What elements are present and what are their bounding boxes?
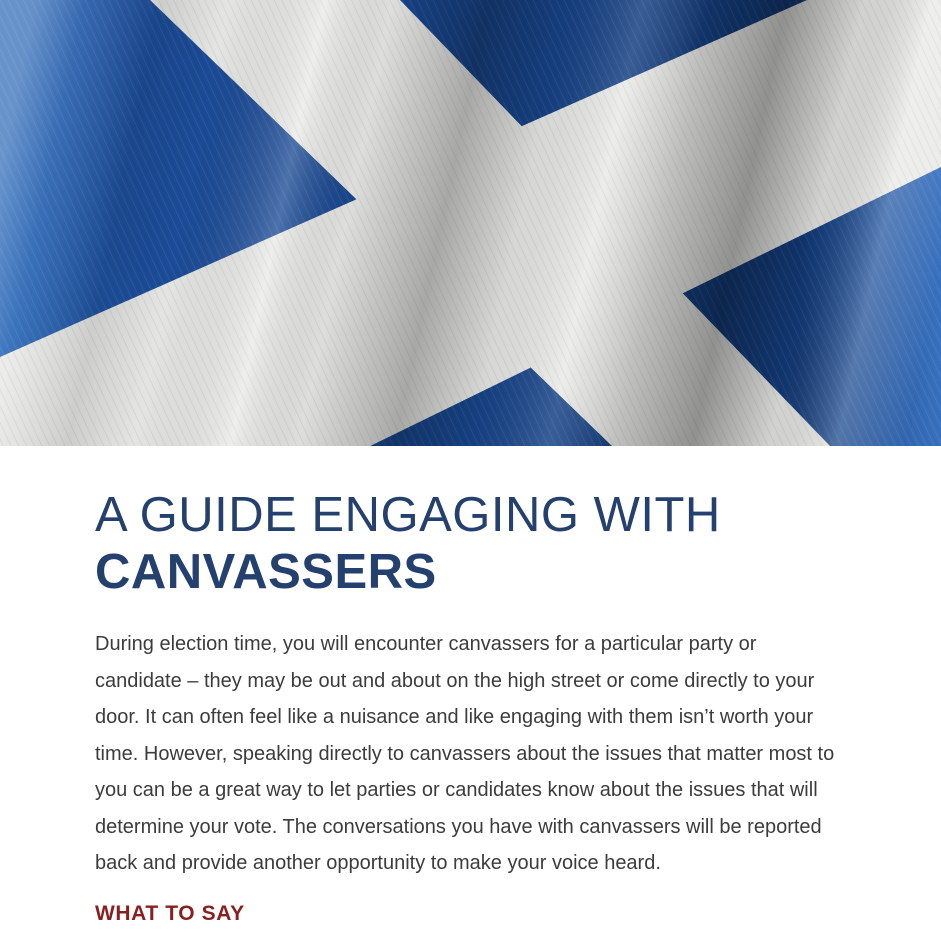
article-content [0, 446, 941, 926]
scotland-flag-image [0, 0, 941, 446]
page-title-line1: A GUIDE ENGAGING WITH [95, 488, 721, 542]
intro-paragraph: During election time, you will encounter canvassers for a particular party or candidate – they may be out and about on the high street or come directly to your door. It can often feel like a nuisance and like engaging with them isn’t worth your time. However, speaking directly to canvassers about the issues that matter most to you can be a great way to let parties or candidates know about the issues that will determine your vote. The conversations you have with canvassers will be reported back and provide another opportunity to make your voice heard. [95, 633, 835, 874]
hero-image [0, 0, 941, 446]
section-heading-what-to-say: WHAT TO SAY [95, 901, 245, 925]
page-title-line2: CANVASSERS [95, 545, 437, 599]
page-title [95, 487, 846, 601]
